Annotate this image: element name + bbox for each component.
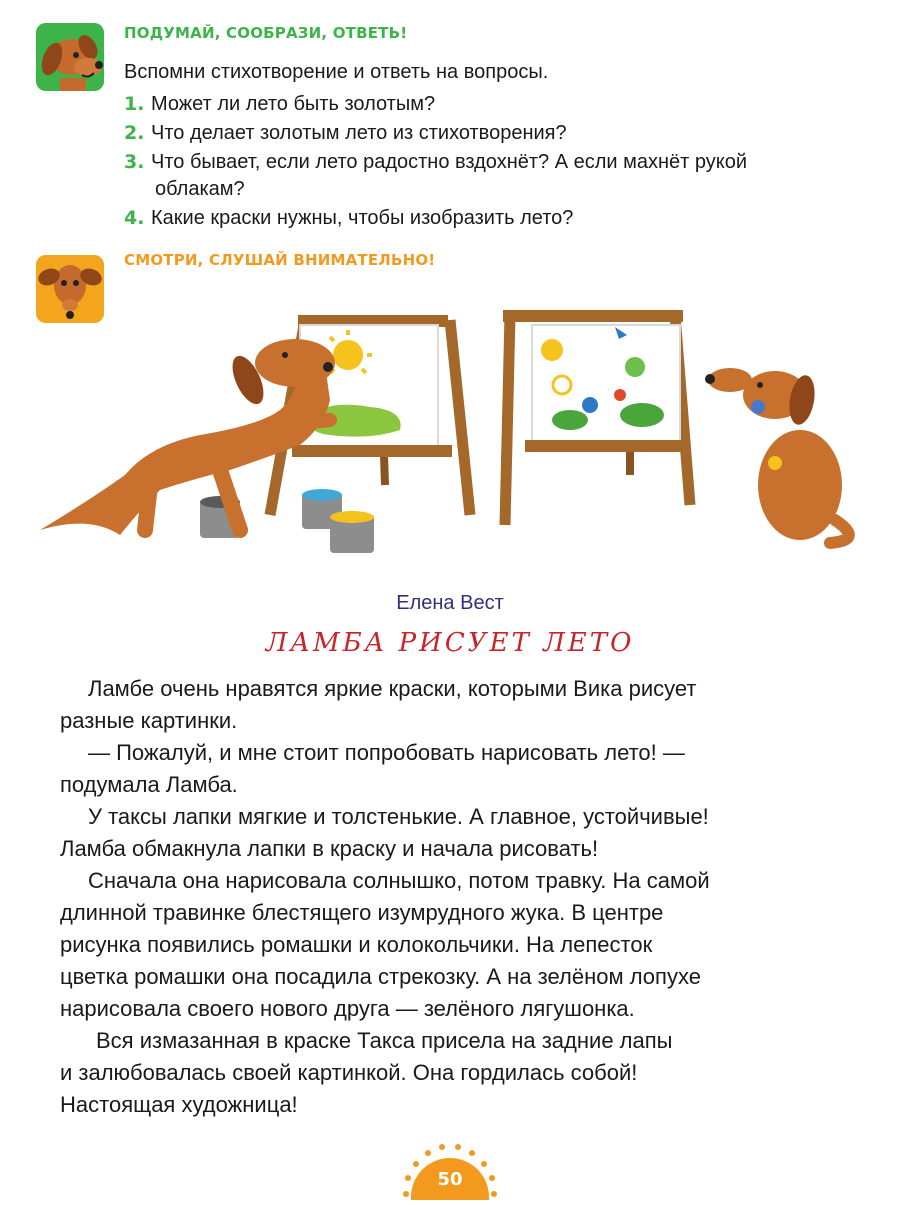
question-item [124, 205, 844, 232]
question-text-cont: облакам? [155, 178, 245, 200]
story-line: длинной травинке блестящего изумрудного жука. В центре [60, 900, 664, 925]
story-text [60, 673, 850, 1121]
page-number: 50 [411, 1158, 489, 1200]
dachshund-right [705, 368, 849, 543]
story-line: нарисовала своего нового друга — зелёного лягушонка. [60, 996, 635, 1021]
story-line: Вся измазанная в краске Такса присела на задние лапы [96, 1028, 673, 1053]
story-line: Ламба обмакнула лапки в краску и начала рисовать! [60, 836, 599, 861]
story-line: Настоящая художница! [60, 1092, 298, 1117]
section-title-think: ПОДУМАЙ, СООБРАЗИ, ОТВЕТЬ! [124, 24, 408, 42]
dachshund-left [40, 339, 335, 535]
story-title: ЛАМБА РИСУЕТ ЛЕТО [265, 628, 635, 658]
question-number: 3. [124, 151, 145, 173]
question-text: Может ли лето быть золотым? [151, 93, 436, 115]
question-item [124, 120, 844, 147]
story-line: Ламбе очень нравятся яркие краски, которыми Вика рисует [88, 676, 697, 701]
dachshunds-painting-illustration [30, 275, 870, 570]
story-line: У таксы лапки мягкие и толстенькие. А главное, устойчивые! [88, 804, 709, 829]
question-list [124, 91, 844, 234]
question-number: 2. [124, 122, 145, 144]
story-line: и залюбовалась своей картинкой. Она гордилась собой! [60, 1060, 638, 1085]
question-text: Что делает золотым лето из стихотворения? [151, 122, 567, 144]
question-number: 4. [124, 207, 145, 229]
questions-intro: Вспомни стихотворение и ответь на вопросы. [124, 61, 549, 83]
story-line: — Пожалуй, и мне стоит попробовать нарисовать лето! — [88, 740, 685, 765]
story-line: подумала Ламба. [60, 772, 238, 797]
story-line: разные картинки. [60, 708, 238, 733]
question-text: Какие краски нужны, чтобы изобразить лето? [151, 207, 574, 229]
question-item [124, 91, 844, 118]
section-title-look: СМОТРИ, СЛУШАЙ ВНИМАТЕЛЬНО! [124, 251, 436, 269]
story-line: цветка ромашки она посадила стрекозку. А на зелёном лопухе [60, 964, 701, 989]
story-author: Елена Вест [396, 592, 504, 614]
story-line: Сначала она нарисовала солнышко, потом травку. На самой [88, 868, 710, 893]
story-line: рисунка появились ромашки и колокольчики. На лепесток [60, 932, 653, 957]
question-text: Что бывает, если лето радостно вздохнёт? А если махнёт рукой [151, 151, 748, 173]
dog-icon [36, 23, 104, 91]
easel-right [503, 310, 690, 525]
question-item [124, 149, 844, 203]
question-number: 1. [124, 93, 145, 115]
